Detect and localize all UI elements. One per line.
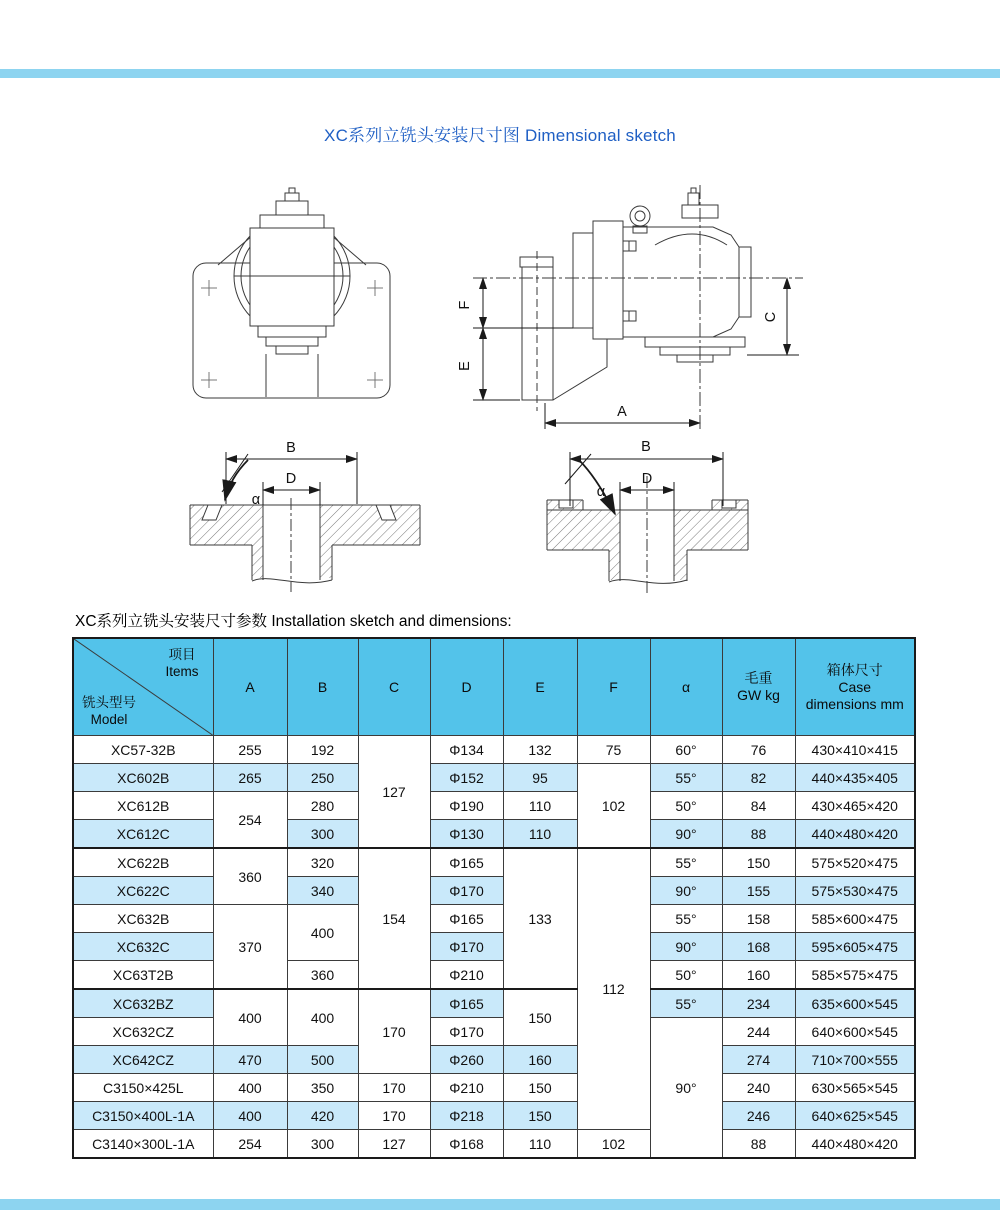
value-cell: 340	[287, 877, 358, 905]
section-view-left	[180, 440, 430, 605]
table-row	[73, 1074, 915, 1102]
table-row	[73, 792, 915, 820]
value-cell: 160	[503, 1046, 577, 1074]
value-cell: 150	[503, 1074, 577, 1102]
dim-label-b: B	[286, 440, 296, 456]
value-cell: Φ260	[430, 1046, 503, 1074]
model-cell: C3150×425L	[73, 1074, 213, 1102]
value-cell: 360	[213, 848, 287, 905]
model-cell: XC622B	[73, 848, 213, 877]
value-cell: 154	[358, 848, 430, 989]
hatched-flange-right	[320, 505, 420, 578]
value-cell: 133	[503, 848, 577, 989]
ram-column	[522, 267, 553, 400]
table-row	[73, 989, 915, 1018]
value-cell: Φ165	[430, 848, 503, 877]
value-cell: 400	[213, 989, 287, 1046]
value-cell: 710×700×555	[795, 1046, 915, 1074]
value-cell: 250	[287, 764, 358, 792]
table-row	[73, 933, 915, 961]
model-cell: XC632B	[73, 905, 213, 933]
value-cell: 90°	[650, 1018, 722, 1159]
col-header-a: A	[213, 638, 287, 736]
value-cell: 430×465×420	[795, 792, 915, 820]
value-cell: 110	[503, 792, 577, 820]
value-cell: 76	[722, 736, 795, 764]
value-cell: 127	[358, 1130, 430, 1159]
value-cell: 440×480×420	[795, 820, 915, 849]
value-cell: 90°	[650, 933, 722, 961]
value-cell: 255	[213, 736, 287, 764]
value-cell: 90°	[650, 820, 722, 849]
side-view-drawing	[455, 183, 810, 433]
value-cell: 320	[287, 848, 358, 877]
dim-label-alpha: α	[596, 484, 606, 500]
value-cell: 254	[213, 792, 287, 849]
model-cell: XC642CZ	[73, 1046, 213, 1074]
value-cell: Φ165	[430, 905, 503, 933]
value-cell: 370	[213, 905, 287, 990]
value-cell: 244	[722, 1018, 795, 1046]
dim-label-f: F	[457, 300, 473, 310]
col-header-b: B	[287, 638, 358, 736]
value-cell: 170	[358, 1102, 430, 1130]
value-cell: 102	[577, 1130, 650, 1159]
value-cell: Φ210	[430, 961, 503, 990]
value-cell: 150	[503, 989, 577, 1046]
table-header-row	[73, 638, 915, 736]
value-cell: 192	[287, 736, 358, 764]
model-cell: XC57-32B	[73, 736, 213, 764]
model-cell: XC622C	[73, 877, 213, 905]
value-cell: 470	[213, 1046, 287, 1074]
model-cell: C3140×300L-1A	[73, 1130, 213, 1159]
table-row	[73, 1046, 915, 1074]
value-cell: 350	[287, 1074, 358, 1102]
value-cell: 274	[722, 1046, 795, 1074]
value-cell: 440×435×405	[795, 764, 915, 792]
table-row	[73, 961, 915, 990]
table-caption: XC系列立铣头安装尺寸参数 Installation sketch and dimensions:	[75, 613, 512, 630]
table-row	[73, 848, 915, 877]
corner-model-label: 铣头型号 Model	[82, 695, 136, 727]
value-cell: 400	[287, 989, 358, 1046]
value-cell: 150	[503, 1102, 577, 1130]
bottom-accent-bar	[0, 1199, 1000, 1210]
value-cell: 88	[722, 1130, 795, 1159]
section-view-right	[535, 428, 795, 600]
value-cell: 60°	[650, 736, 722, 764]
value-cell: Φ210	[430, 1074, 503, 1102]
value-cell: 50°	[650, 792, 722, 820]
model-cell: XC602B	[73, 764, 213, 792]
table-row	[73, 1130, 915, 1159]
head-body	[623, 227, 739, 337]
table-corner-cell	[73, 638, 213, 736]
value-cell: 400	[287, 905, 358, 961]
table-row	[73, 764, 915, 792]
value-cell: 50°	[650, 961, 722, 990]
value-cell: 280	[287, 792, 358, 820]
model-cell: XC612C	[73, 820, 213, 849]
value-cell: 160	[722, 961, 795, 990]
value-cell: 84	[722, 792, 795, 820]
value-cell: 300	[287, 1130, 358, 1159]
value-cell: 88	[722, 820, 795, 849]
value-cell: Φ190	[430, 792, 503, 820]
value-cell: Φ168	[430, 1130, 503, 1159]
col-header-case: 箱体尺寸 Case dimensions mm	[795, 638, 915, 736]
value-cell: 640×600×545	[795, 1018, 915, 1046]
dimensions-table-body	[73, 736, 915, 1159]
dim-label-e: E	[457, 361, 473, 371]
value-cell: 440×480×420	[795, 1130, 915, 1159]
col-header-c: C	[358, 638, 430, 736]
col-header-e: E	[503, 638, 577, 736]
model-cell: C3150×400L-1A	[73, 1102, 213, 1130]
value-cell: 55°	[650, 989, 722, 1018]
corner-items-label: 项目 Items	[165, 647, 199, 679]
value-cell: Φ170	[430, 1018, 503, 1046]
value-cell: 254	[213, 1130, 287, 1159]
value-cell: 575×520×475	[795, 848, 915, 877]
value-cell: 265	[213, 764, 287, 792]
value-cell: 55°	[650, 848, 722, 877]
value-cell: Φ170	[430, 933, 503, 961]
value-cell: 500	[287, 1046, 358, 1074]
break-line	[609, 580, 687, 584]
value-cell: 400	[213, 1074, 287, 1102]
value-cell: Φ170	[430, 877, 503, 905]
table-row	[73, 877, 915, 905]
mounting-plate	[593, 221, 623, 339]
table-row	[73, 820, 915, 849]
value-cell: Φ218	[430, 1102, 503, 1130]
value-cell: 168	[722, 933, 795, 961]
value-cell: 155	[722, 877, 795, 905]
value-cell: 82	[722, 764, 795, 792]
value-cell: 240	[722, 1074, 795, 1102]
value-cell: Φ130	[430, 820, 503, 849]
value-cell: 95	[503, 764, 577, 792]
col-header-alpha: α	[650, 638, 722, 736]
value-cell: 170	[358, 989, 430, 1074]
dim-label-a: A	[617, 404, 627, 420]
value-cell: 640×625×545	[795, 1102, 915, 1130]
value-cell: 112	[577, 848, 650, 1130]
value-cell: 300	[287, 820, 358, 849]
value-cell: 170	[358, 1074, 430, 1102]
value-cell: 55°	[650, 905, 722, 933]
value-cell: 420	[287, 1102, 358, 1130]
eye-bolt	[630, 206, 650, 226]
table-row	[73, 1102, 915, 1130]
dim-label-alpha: α	[251, 492, 261, 508]
table-row	[73, 736, 915, 764]
model-cell: XC632C	[73, 933, 213, 961]
value-cell: 400	[213, 1102, 287, 1130]
value-cell: 430×410×415	[795, 736, 915, 764]
value-cell: 75	[577, 736, 650, 764]
value-cell: Φ165	[430, 989, 503, 1018]
dim-label-b: B	[641, 439, 651, 455]
dimensions-table	[72, 637, 916, 1159]
value-cell: 127	[358, 736, 430, 849]
dim-label-c: C	[763, 311, 779, 323]
value-cell: 90°	[650, 877, 722, 905]
table-row	[73, 905, 915, 933]
model-cell: XC632BZ	[73, 989, 213, 1018]
value-cell: 595×605×475	[795, 933, 915, 961]
col-header-gw: 毛重 GW kg	[722, 638, 795, 736]
value-cell: 630×565×545	[795, 1074, 915, 1102]
model-cell: XC632CZ	[73, 1018, 213, 1046]
value-cell: 585×600×475	[795, 905, 915, 933]
col-header-d: D	[430, 638, 503, 736]
value-cell: 102	[577, 764, 650, 849]
top-accent-bar	[0, 69, 1000, 78]
dim-label-d: D	[285, 471, 297, 487]
value-cell: 150	[722, 848, 795, 877]
value-cell: 360	[287, 961, 358, 990]
hatched-flange-right	[674, 510, 748, 580]
value-cell: 110	[503, 1130, 577, 1159]
table-row	[73, 1018, 915, 1046]
front-view-drawing	[180, 186, 450, 428]
value-cell: 246	[722, 1102, 795, 1130]
model-cell: XC63T2B	[73, 961, 213, 990]
value-cell: 234	[722, 989, 795, 1018]
value-cell: 635×600×545	[795, 989, 915, 1018]
page-title: XC系列立铣头安装尺寸图 Dimensional sketch	[324, 126, 676, 145]
value-cell: 585×575×475	[795, 961, 915, 990]
value-cell: 575×530×475	[795, 877, 915, 905]
value-cell: 158	[722, 905, 795, 933]
model-cell: XC612B	[73, 792, 213, 820]
value-cell: Φ134	[430, 736, 503, 764]
value-cell: 132	[503, 736, 577, 764]
value-cell: 110	[503, 820, 577, 849]
col-header-f: F	[577, 638, 650, 736]
value-cell: 55°	[650, 764, 722, 792]
dim-label-d: D	[641, 471, 653, 487]
value-cell: Φ152	[430, 764, 503, 792]
